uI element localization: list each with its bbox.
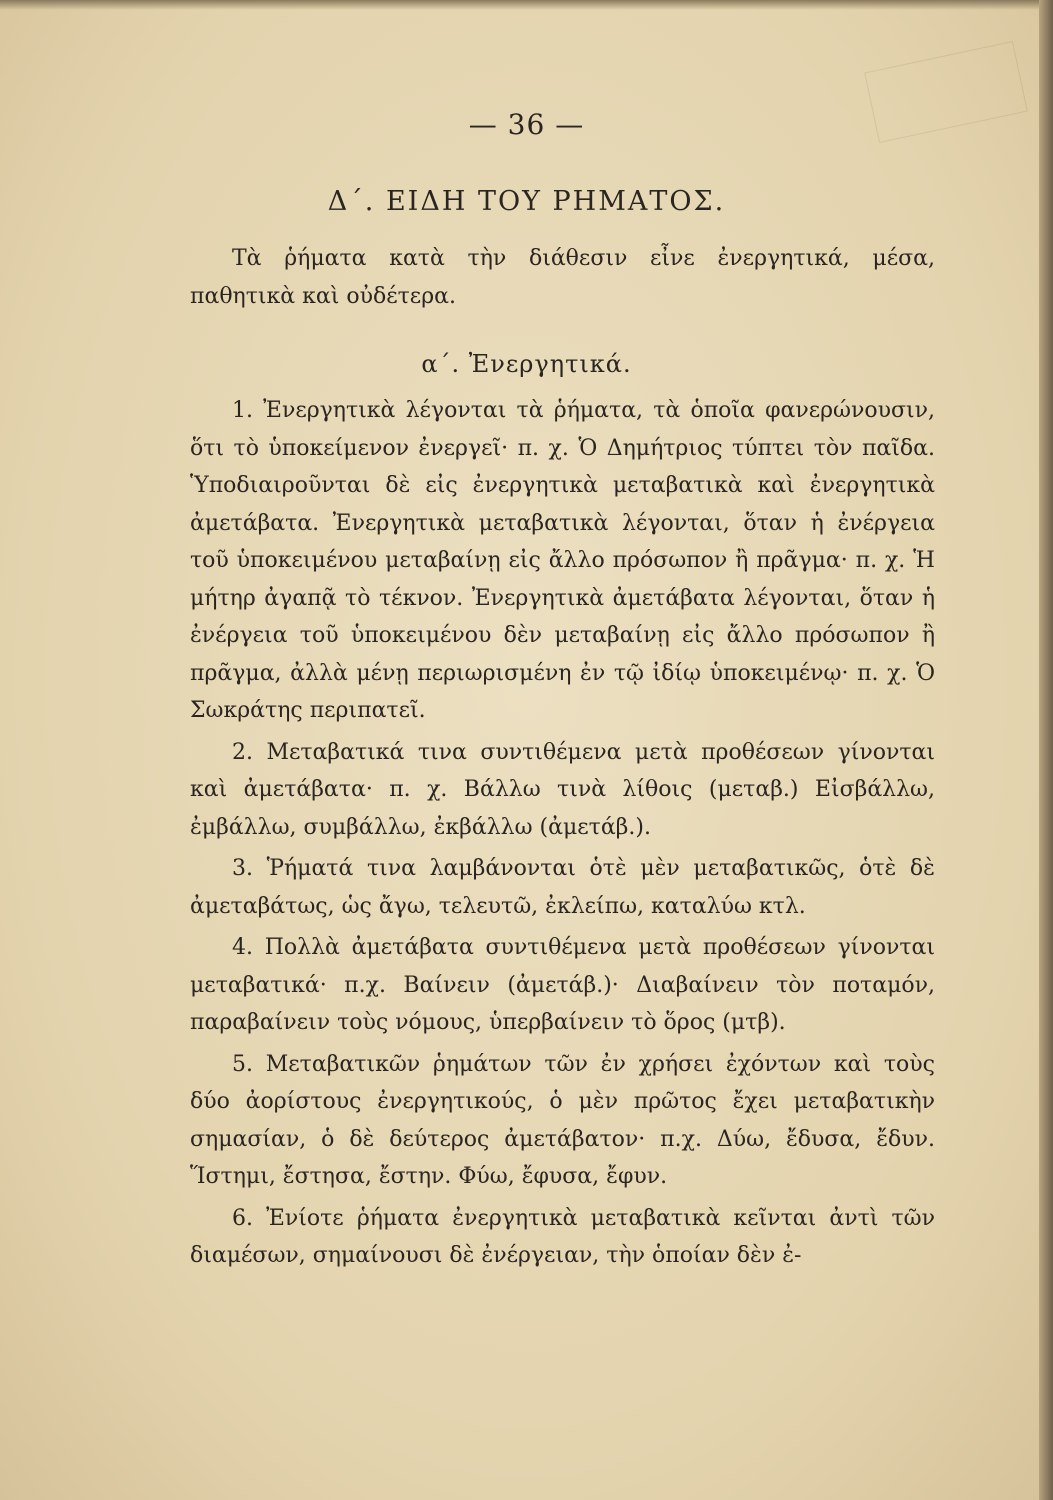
section-heading: α΄. Ἐνεργητικά. bbox=[421, 350, 632, 378]
page-top-shadow bbox=[0, 0, 1053, 10]
page-number: — 36 — bbox=[468, 108, 585, 141]
paragraph-6: 6. Ἐνίοτε ῥήματα ἐνεργητικὰ μεταβατικὰ κεῖνται ἀντὶ τῶν διαμέσων, σημαίνουσι δὲ ἐνέργειαν, τὴν ὁποίαν δὲν ἐ- bbox=[190, 1205, 935, 1268]
body-text bbox=[190, 392, 935, 1279]
chapter-title: Δ΄. ΕΙΔΗ ΤΟΥ ΡΗΜΑΤΟΣ. bbox=[327, 186, 726, 217]
intro-text: Τὰ ῥήματα κατὰ τὴν διάθεσιν εἶνε ἐνεργητικά, μέσα, παθητικὰ καὶ οὐδέτερα. bbox=[190, 246, 935, 309]
paragraph-1: 1. Ἐνεργητικὰ λέγονται τὰ ῥήματα, τὰ ὁποῖα φανερώνουσιν, ὅτι τὸ ὑποκείμενον ἐνεργεῖ· π. χ. Ὁ Δημήτριος τύπτει τὸν παῖδα. Ὑποδιαιροῦνται δὲ εἰς ἐνεργητικὰ μεταβατικὰ καὶ ἐνεργητικὰ ἀμετάβατα. Ἐνεργητικὰ μεταβατικὰ λέγονται, ὅταν ἡ ἐνέργεια τοῦ ὑποκειμένου μεταβαίνῃ εἰς ἄλλο πρόσωπον ἢ πρᾶγμα· π. χ. Ἡ μήτηρ ἀγαπᾷ τὸ τέκνον. Ἐνεργητικὰ ἀμετάβατα λέγονται, ὅταν ἡ ἐνέργεια τοῦ ὑποκειμένου δὲν μεταβαίνῃ εἰς ἄλλο πρόσωπον ἢ πρᾶγμα, ἀλλὰ μένῃ περιωρισμένη ἐν τῷ ἰδίῳ ὑποκειμένῳ· π. χ. Ὁ Σωκράτης περιπατεῖ. bbox=[190, 398, 935, 723]
paragraph-5: 5. Μεταβατικῶν ῥημάτων τῶν ἐν χρήσει ἐχόντων καὶ τοὺς δύο ἀορίστους ἐνεργητικούς, ὁ μὲν πρῶτος ἔχει μεταβατικὴν σημασίαν, ὁ δὲ δεύτερος ἀμετάβατον· π.χ. Δύω, ἔδυσα, ἔδυν. Ἵστημι, ἔστησα, ἔστην. Φύω, ἔφυσα, ἔφυν. bbox=[190, 1051, 935, 1189]
intro-paragraph bbox=[190, 240, 935, 315]
paragraph-3: 3. Ῥήματά τινα λαμβάνονται ὁτὲ μὲν μεταβατικῶς, ὁτὲ δὲ ἀμεταβάτως, ὡς ἄγω, τελευτῶ, ἐκλείπω, καταλύω κτλ. bbox=[190, 856, 935, 919]
paragraph-2: 2. Μεταβατικά τινα συντιθέμενα μετὰ προθέσεων γίνονται καὶ ἀμετάβατα· π. χ. Βάλλω τινὰ λίθοις (μεταβ.) Εἰσβάλλω, ἐμβάλλω, συμβάλλω, ἐκβάλλω (ἀμετάβ.). bbox=[190, 739, 935, 840]
page-right-edge bbox=[1039, 0, 1053, 1500]
paragraph-4: 4. Πολλὰ ἀμετάβατα συντιθέμενα μετὰ προθέσεων γίνονται μεταβατικά· π.χ. Βαίνειν (ἀμετάβ.)· Διαβαίνειν τὸν ποταμόν, παραβαίνειν τοὺς νόμους, ὑπερβαίνειν τὸ ὅρος (μτβ). bbox=[190, 935, 935, 1035]
